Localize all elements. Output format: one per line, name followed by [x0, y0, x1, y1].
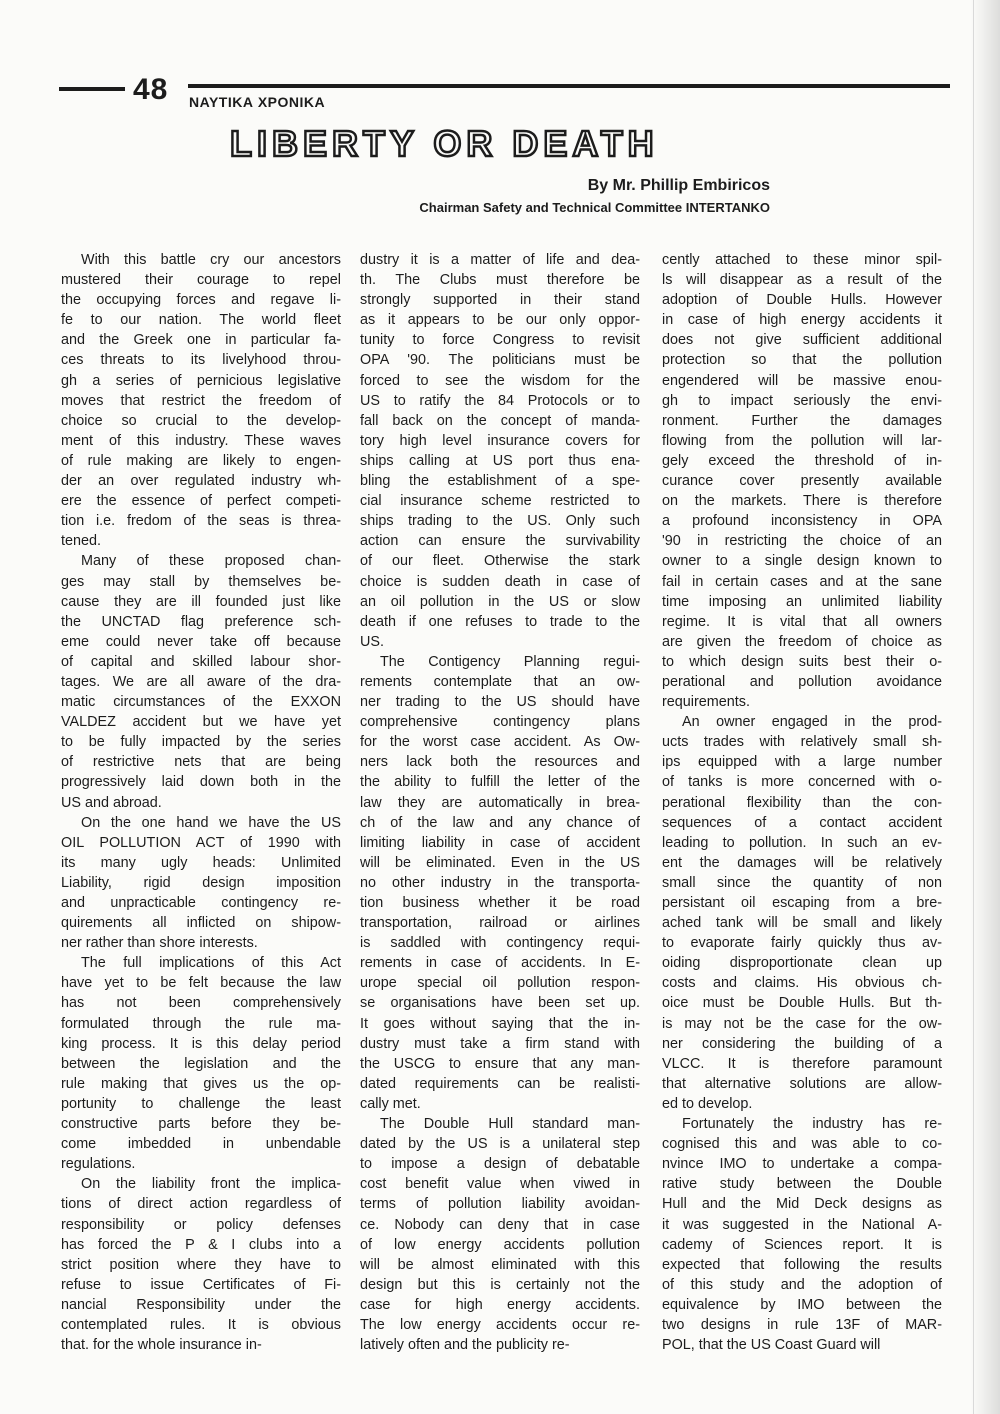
- text-line: '90 in restricting the choice of an: [662, 533, 942, 550]
- text-line: contemplated rules. It is obvious: [61, 1316, 341, 1333]
- journal-name: ΝΑΥΤΙΚΑ ΧΡΟΝΙΚΑ: [189, 94, 326, 110]
- text-line: urope special oil pollution respon-: [360, 975, 640, 992]
- text-line: ces threats to its livelyhood throu-: [61, 352, 341, 369]
- text-line: owner to a single design known to: [662, 553, 942, 570]
- text-line: POL, that the US Coast Guard will: [662, 1337, 881, 1354]
- text-line: dated by the US is a unilateral step: [360, 1136, 640, 1153]
- text-line: that alternative solutions are allow-: [662, 1075, 942, 1092]
- text-line: has not been comprehensively: [61, 995, 341, 1012]
- text-line: US.: [360, 633, 384, 650]
- text-line: ch of the law and any chance of: [360, 814, 640, 831]
- text-line: expected that following the results: [662, 1256, 942, 1273]
- text-line: small since the quantity of non: [662, 874, 942, 891]
- text-line: Liability, rigid design imposition: [61, 874, 341, 891]
- text-line: terms of pollution liability avoidan-: [360, 1196, 640, 1213]
- text-line: With this battle cry our ancestors: [81, 252, 341, 268]
- header-rule-left: [59, 87, 125, 91]
- page-edge-line: [973, 0, 974, 1414]
- text-line: choice so crucial to the develop-: [61, 412, 341, 429]
- text-line: cial insurance scheme restricted to: [360, 493, 640, 510]
- text-line: the USCG to ensure that any man-: [360, 1055, 640, 1072]
- text-line: fail in certain cases and at the sane: [662, 573, 942, 590]
- text-line: refuse to issue Certificates of Fi-: [61, 1276, 341, 1293]
- text-line: ucts trades with relatively small sh-: [662, 734, 942, 751]
- text-line: strict position where they have to: [61, 1256, 341, 1273]
- text-line: has forced the P & I clubs into a: [61, 1236, 341, 1253]
- text-line: of tanks is more concerned with o-: [662, 774, 942, 791]
- text-line: ed to develop.: [662, 1095, 753, 1112]
- text-line: limiting liability in case of accident: [360, 834, 640, 851]
- text-line: protection so that the pollution: [662, 352, 942, 369]
- text-line: equivalence by IMO between the: [662, 1296, 942, 1313]
- text-line: adoption of Double Hulls. However: [662, 292, 942, 309]
- text-line: case for high energy accidents.: [360, 1296, 640, 1313]
- text-line: that. for the whole insurance in-: [61, 1337, 262, 1354]
- text-line: gh a series of pernicious legislative: [61, 372, 341, 389]
- article-byline: By Mr. Phillip Embiricos: [587, 177, 770, 194]
- text-line: cognised this and was able to co-: [662, 1136, 942, 1153]
- text-line: OPA '90. The politicians must be: [360, 352, 640, 369]
- text-line: rements contemplate that an ow-: [360, 673, 640, 690]
- text-line: tion i.e. fredom of the seas is threa-: [61, 513, 341, 530]
- text-line: On the one hand we have the US: [81, 814, 341, 831]
- text-line: US and abroad.: [61, 794, 162, 811]
- text-line: ere the essence of perfect competi-: [61, 493, 341, 510]
- text-line: ners lack both the resources and: [360, 754, 640, 771]
- text-line: cost benefit value when viwed in: [360, 1176, 640, 1193]
- text-line: The low energy accidents occur re-: [360, 1316, 640, 1333]
- text-line: US to ratify the 84 Protocols or to: [360, 392, 640, 409]
- text-line: perational and pollution avoidance: [662, 673, 942, 690]
- text-line: regulations.: [61, 1156, 136, 1173]
- text-line: of low energy accidents pollution: [360, 1236, 640, 1253]
- text-line: gh to impact seriously the envi-: [662, 392, 942, 409]
- text-line: in case of high energy accidents it: [662, 312, 942, 329]
- text-line: to be fully impacted by the series: [61, 734, 341, 751]
- text-line: requirements.: [662, 694, 750, 711]
- text-line: regime. It is vital that all owners: [662, 613, 942, 630]
- text-line: the UNCTAD flag preference sch-: [61, 613, 341, 630]
- text-line: cently attached to these minor spil-: [662, 252, 942, 268]
- author-affiliation: Chairman Safety and Technical Committee INTERTANKO: [419, 200, 770, 215]
- text-line: ships trading to the US. Only such: [360, 513, 640, 530]
- text-line: matic circumstances of the EXXON: [61, 694, 341, 711]
- text-line: dated requirements can be realisti-: [360, 1075, 640, 1092]
- text-line: ips equipped with a large number: [662, 754, 942, 771]
- text-line: ges may stall by themselves be-: [61, 573, 341, 590]
- text-line: It goes without saying that the in-: [360, 1015, 640, 1032]
- text-line: curance cover presently available: [662, 473, 942, 490]
- text-line: Hull and the Mid Deck designs as: [662, 1196, 942, 1213]
- text-line: tened.: [61, 533, 102, 550]
- page-edge-shadow: [970, 0, 1000, 1414]
- text-line: constructive parts before they be-: [61, 1116, 341, 1133]
- text-line: a profound inconsistency in OPA: [662, 513, 942, 530]
- text-line: of capital and skilled labour shor-: [61, 653, 341, 670]
- text-column-1: [61, 250, 341, 1355]
- text-line: to evaporate fairly quickly thus av-: [662, 935, 942, 952]
- text-line: nancial Responsibility under the: [61, 1296, 341, 1313]
- text-line: of our fleet. Otherwise the stark: [360, 553, 640, 570]
- text-line: VLCC. It is therefore paramount: [662, 1055, 942, 1072]
- text-line: progressively laid down both in the: [61, 774, 341, 791]
- text-line: eme could never take off because: [61, 633, 341, 650]
- text-line: will be almost eliminated with this: [360, 1256, 640, 1273]
- text-line: gely exceed the threshold of in-: [662, 452, 942, 469]
- text-line: on the markets. There is therefore: [662, 493, 942, 510]
- text-line: fall back on the concept of manda-: [360, 412, 640, 429]
- text-line: perational flexibility than the con-: [662, 794, 942, 811]
- text-column-2: [360, 250, 640, 1355]
- text-line: two designs in rule 13F of MAR-: [662, 1316, 942, 1333]
- text-line: An owner engaged in the prod-: [682, 714, 942, 731]
- text-line: law they are automatically in brea-: [360, 794, 640, 811]
- text-line: an oil pollution in the US or slow: [360, 593, 640, 610]
- text-line: to impose a design of debatable: [360, 1156, 640, 1173]
- text-line: engendered will be massive enou-: [662, 372, 942, 389]
- text-column-3: [662, 250, 942, 1355]
- text-line: sequences of a contact accident: [662, 814, 942, 831]
- text-line: der an over regulated industry wh-: [61, 473, 341, 490]
- text-line: ships calling at US port thus ena-: [360, 452, 640, 469]
- text-line: come imbedded in unbendable: [61, 1136, 341, 1153]
- text-line: design but this is certainly not the: [360, 1276, 640, 1293]
- text-line: dustry must take a firm stand with: [360, 1035, 640, 1052]
- text-line: tunity to force Congress to revisit: [360, 332, 640, 349]
- text-line: OIL POLLUTION ACT of 1990 with: [61, 834, 341, 851]
- text-line: The Double Hull standard man-: [380, 1116, 640, 1133]
- text-line: ached tank will be small and likely: [662, 915, 942, 932]
- text-line: latively often and the publicity re-: [360, 1337, 570, 1354]
- text-line: forced to see the wisdom for the: [360, 372, 640, 389]
- text-line: have yet to be felt because the law: [61, 975, 341, 992]
- text-line: ronment. Further the damages: [662, 412, 942, 429]
- text-line: se organisations have been set up.: [360, 995, 640, 1012]
- text-line: will be eliminated. Even in the US: [360, 854, 640, 871]
- text-line: death if one refuses to trade to the: [360, 613, 640, 630]
- text-line: ner considering the building of a: [662, 1035, 942, 1052]
- text-line: cause they are ill founded just like: [61, 593, 341, 610]
- text-line: the ability to fulfill the letter of the: [360, 774, 640, 791]
- text-line: as it appears to be our only oppor-: [360, 312, 640, 329]
- text-line: bling the establishment of a spe-: [360, 473, 640, 490]
- text-line: tions of direct action regardless of: [61, 1196, 341, 1213]
- text-line: oiding disproportionate clean up: [662, 955, 942, 972]
- text-line: moves that restrict the freedom of: [61, 392, 341, 409]
- text-line: persistant oil escaping from a bre-: [662, 895, 942, 911]
- text-line: no other industry in the transporta-: [360, 874, 640, 891]
- text-line: oice must be Double Hulls. But th-: [662, 995, 942, 1012]
- text-line: cally met.: [360, 1095, 421, 1112]
- text-line: of restrictive nets that are being: [61, 754, 341, 771]
- text-line: comprehensive contingency plans: [360, 714, 640, 731]
- text-line: portunity to challenge the least: [61, 1095, 341, 1112]
- text-line: ce. Nobody can deny that in case: [360, 1216, 640, 1233]
- text-line: its many ugly heads: Unlimited: [61, 854, 341, 871]
- text-line: flowing from the pollution will lar-: [662, 432, 942, 449]
- text-line: does not give sufficient additional: [662, 332, 942, 349]
- text-line: transportation, railroad or airlines: [360, 915, 640, 932]
- text-line: ls will disappear as a result of the: [662, 272, 942, 289]
- page-number: 48: [133, 73, 169, 106]
- text-line: strongly supported in their stand: [360, 292, 640, 309]
- text-line: quirements all inflicted on shipow-: [61, 915, 341, 932]
- text-line: leading to pollution. In such an ev-: [662, 834, 942, 851]
- text-line: to which design suits best their o-: [662, 653, 942, 670]
- text-line: is may not be the case for the ow-: [662, 1015, 942, 1032]
- text-line: On the liability front the implica-: [81, 1176, 341, 1193]
- text-line: dustry it is a matter of life and dea-: [360, 252, 640, 268]
- text-line: tages. We are all aware of the dra-: [61, 673, 341, 690]
- text-line: and unpracticable contingency re-: [61, 895, 341, 911]
- text-line: costs and claims. His obvious ch-: [662, 975, 942, 992]
- text-line: Many of these proposed chan-: [81, 553, 341, 570]
- text-line: rule making that gives us the op-: [61, 1075, 341, 1092]
- text-line: The full implications of this Act: [81, 955, 341, 972]
- text-line: rements in case of accidents. In E-: [360, 955, 640, 972]
- text-line: formulated through the rule ma-: [61, 1015, 341, 1032]
- text-line: ment of this industry. These waves: [61, 432, 341, 449]
- text-line: Fortunately the industry has re-: [682, 1116, 942, 1133]
- text-line: nvince IMO to undertake a compa-: [662, 1156, 942, 1173]
- text-line: mustered their courage to repel: [61, 272, 341, 289]
- text-line: of rule making are likely to engen-: [61, 452, 341, 469]
- text-line: ner rather than shore interests.: [61, 935, 258, 952]
- text-line: for the worst case accident. As Ow-: [360, 734, 640, 751]
- text-line: action can ensure the survivability: [360, 533, 640, 550]
- article-title: LIBERTY OR DEATH: [230, 123, 659, 164]
- header-rule-right: [188, 84, 950, 88]
- text-line: VALDEZ accident but we have yet: [61, 714, 341, 731]
- text-line: ner trading to the US should have: [360, 694, 640, 711]
- text-line: of this study and the adoption of: [662, 1276, 942, 1293]
- text-line: tory high level insurance covers for: [360, 432, 640, 449]
- text-line: The Contigency Planning regui-: [380, 653, 640, 670]
- text-line: time imposing an unlimited liability: [662, 593, 942, 610]
- text-line: king process. It is this delay period: [61, 1035, 341, 1052]
- text-line: choice is sudden death in case of: [360, 573, 640, 590]
- text-line: fe to our nation. The world fleet: [61, 312, 341, 329]
- text-line: it was suggested in the National A-: [662, 1216, 942, 1233]
- text-line: are given the freedom of choice as: [662, 633, 942, 650]
- text-line: between the legislation and the: [61, 1055, 341, 1072]
- text-line: tion business whether it be road: [360, 895, 640, 911]
- text-line: th. The Clubs must therefore be: [360, 272, 640, 289]
- text-line: is saddled with contingency requi-: [360, 935, 640, 952]
- text-line: and the Greek one in particular fa-: [61, 332, 341, 349]
- text-line: responsibility or policy defenses: [61, 1216, 341, 1233]
- text-line: the occupying forces and regave li-: [61, 292, 341, 309]
- text-line: rative study between the Double: [662, 1176, 942, 1193]
- text-line: ent the damages will be relatively: [662, 854, 942, 871]
- text-line: cademy of Sciences report. It is: [662, 1236, 942, 1253]
